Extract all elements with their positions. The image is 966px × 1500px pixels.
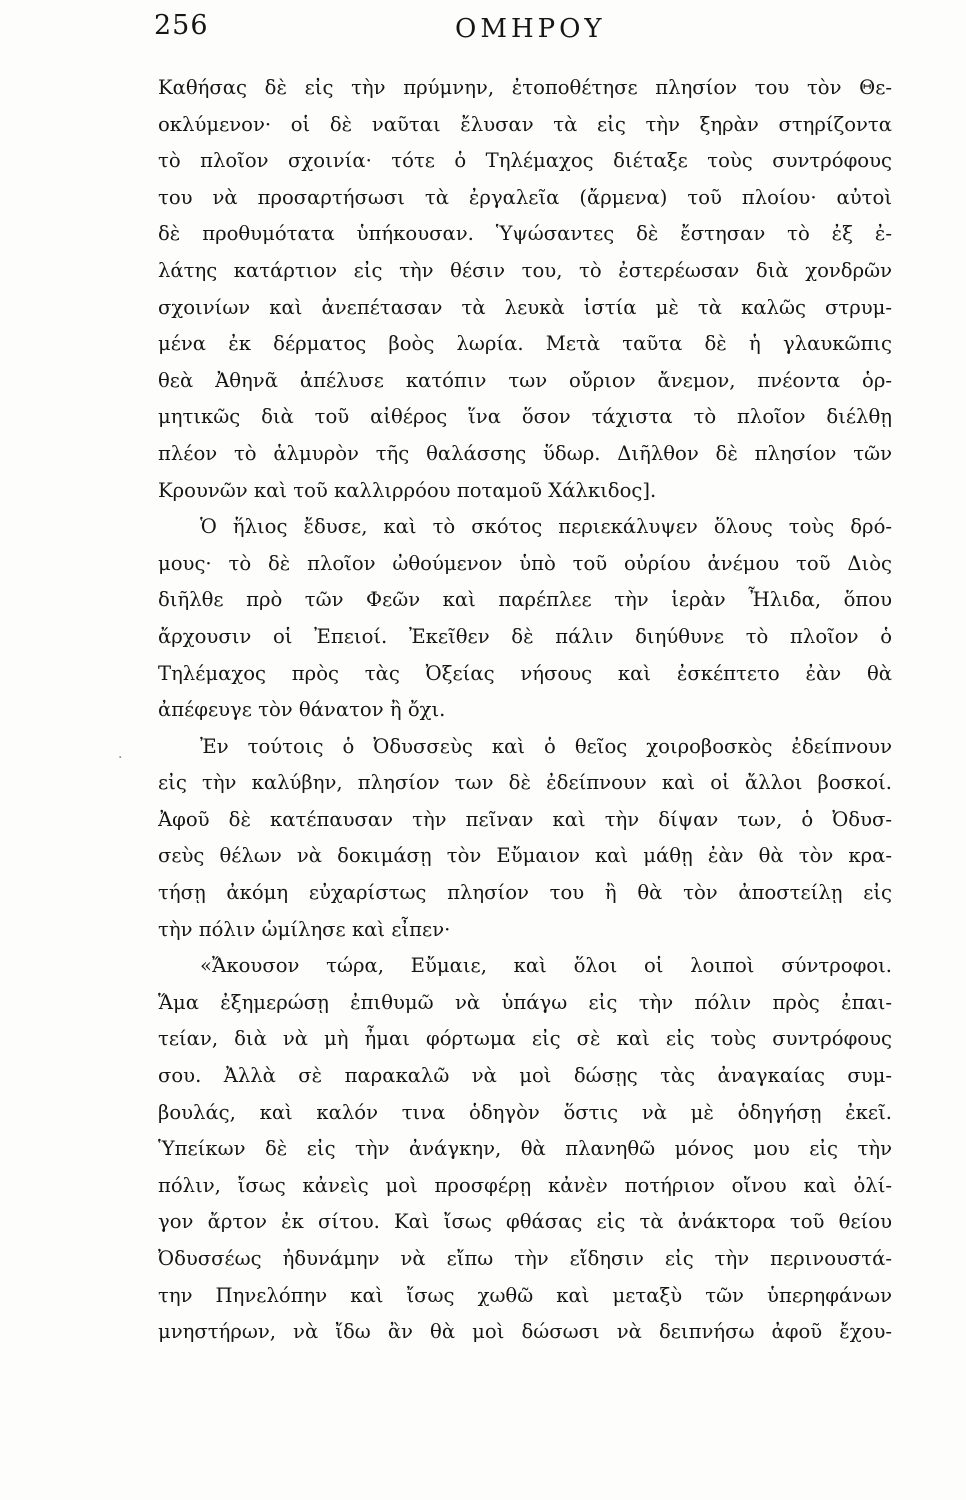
running-head [150,6,895,46]
text-line: του νὰ προσαρτήσωσι τὰ ἐργαλεῖα (ἄρμενα) τοῦ πλοίου· αὐτοὶ [158,185,892,209]
text-line: ἄρχουσιν οἱ Ἐπειοί. Ἐκεῖθεν δὲ πάλιν διηύθυνε τὸ πλοῖον ὁ [158,624,892,648]
text-line: Τηλέμαχος πρὸς τὰς Ὀξείας νήσους καὶ ἐσκέπτετο ἐὰν θὰ [158,661,892,685]
paragraph [158,509,892,729]
text-line: Ὀδυσσέως ἠδυνάμην νὰ εἴπω τὴν εἴδησιν εἰς τὴν περινουστά- [158,1247,892,1270]
page-number: 256 [154,10,209,41]
margin-ink-mark: · [118,750,123,766]
text-line: την Πηνελόπην καὶ ἴσως χωθῶ καὶ μεταξὺ τῶν ὑπερηφάνων [158,1283,892,1307]
text-line: μένα ἐκ δέρματος βοὸς λωρία. Μετὰ ταῦτα δὲ ἡ γλαυκῶπις [158,332,892,356]
text-line: λάτης κατάρτιον εἰς τὴν θέσιν του, τὸ ἐστερέωσαν διὰ χονδρῶν [158,258,892,282]
text-line: μνηστήρων, νὰ ἴδω ἂν θὰ μοὶ δώσωσι νὰ δειπνήσω ἀφοῦ ἔχου- [158,1320,892,1344]
text-line: εἰς τὴν καλύβην, πλησίον των δὲ ἐδείπνουν καὶ οἱ ἄλλοι βοσκοί. [158,771,892,795]
text-line: μους· τὸ δὲ πλοῖον ὠθούμενον ὑπὸ τοῦ οὐρίου ἀνέμου τοῦ Διὸς [158,551,892,575]
text-line: σεὺς θέλων νὰ δοκιμάσῃ τὸν Εὔμαιον καὶ μάθῃ ἐὰν θὰ τὸν κρα- [158,844,892,868]
text-line: διῆλθε πρὸ τῶν Φεῶν καὶ παρέπλεε τὴν ἱερὰν Ἦλιδα, ὅπου [158,588,892,612]
paragraph [158,948,892,1351]
text-line: δὲ προθυμότατα ὑπήκουσαν. Ὑψώσαντες δὲ ἔστησαν τὸ ἐξ ἐ- [158,222,892,246]
text-line: τὸ πλοῖον σχοινία· τότε ὁ Τηλέμαχος διέταξε τοὺς συντρόφους [158,149,892,173]
text-line: Ἅμα ἐξημερώσῃ ἐπιθυμῶ νὰ ὑπάγω εἰς τὴν πόλιν πρὸς ἐπαι- [158,990,892,1014]
text-line: θεὰ Ἀθηνᾶ ἀπέλυσε κατόπιν των οὔριον ἄνεμον, πνέοντα ὁρ- [158,368,892,392]
body-text [158,70,892,1351]
text-line: Κρουνῶν καὶ τοῦ καλλιρρόου ποταμοῦ Χάλκιδος]. [158,478,657,502]
text-line: πόλιν, ἴσως κἀνεὶς μοὶ προσφέρῃ κἀνὲν ποτήριον οἴνου καὶ ὀλί- [158,1173,892,1197]
text-line: γον ἄρτον ἐκ σίτου. Καὶ ἴσως φθάσας εἰς τὰ ἀνάκτορα τοῦ θείου [158,1210,892,1234]
text-line: Ἐν τούτοις ὁ Ὀδυσσεὺς καὶ ὁ θεῖος χοιροβοσκὸς ἐδείπνουν [200,734,892,758]
running-title: ΟΜΗΡΟΥ [455,14,606,44]
text-line: Ὑπείκων δὲ εἰς τὴν ἀνάγκην, θὰ πλανηθῶ μόνος μου εἰς τὴν [158,1137,892,1161]
text-line: βουλάς, καὶ καλόν τινα ὁδηγὸν ὅστις νὰ μὲ ὁδηγήσῃ ἐκεῖ. [158,1100,892,1124]
text-line: ἀπέφευγε τὸν θάνατον ἢ ὄχι. [158,698,446,722]
text-line: τείαν, διὰ νὰ μὴ ἦμαι φόρτωμα εἰς σὲ καὶ εἰς τοὺς συντρόφους [158,1027,892,1051]
paragraph [158,729,892,949]
text-line: οκλύμενον· οἱ δὲ ναῦται ἔλυσαν τὰ εἰς τὴν ξηρὰν στηρίζοντα [158,112,892,136]
text-line: τήσῃ ἀκόμη εὐχαρίστως πλησίον του ἢ θὰ τὸν ἀποστείλῃ εἰς [158,881,892,905]
paragraph [158,70,892,509]
text-line: σου. Ἀλλὰ σὲ παρακαλῶ νὰ μοὶ δώσῃς τὰς ἀναγκαίας συμ- [158,1064,892,1088]
text-line: «Ἄκουσον τώρα, Εὔμαιε, καὶ ὅλοι οἱ λοιποὶ σύντροφοι. [200,954,892,978]
text-line: πλέον τὸ ἁλμυρὸν τῆς θαλάσσης ὕδωρ. Διῆλθον δὲ πλησίον τῶν [158,441,892,465]
text-line: μητικῶς διὰ τοῦ αἰθέρος ἵνα ὅσον τάχιστα τὸ πλοῖον διέλθῃ [158,405,892,429]
text-line: Καθήσας δὲ εἰς τὴν πρύμνην, ἐτοποθέτησε πλησίον του τὸν Θε- [158,76,892,99]
text-line: Ὁ ἥλιος ἔδυσε, καὶ τὸ σκότος περιεκάλυψεν ὅλους τοὺς δρό- [200,515,892,539]
text-line: Ἀφοῦ δὲ κατέπαυσαν τὴν πεῖναν καὶ τὴν δίψαν των, ὁ Ὀδυσ- [158,807,892,831]
text-line: τὴν πόλιν ὡμίλησε καὶ εἶπεν· [158,917,451,941]
text-line: σχοινίων καὶ ἀνεπέτασαν τὰ λευκὰ ἱστία μὲ τὰ καλῶς στρυμ- [158,295,892,319]
